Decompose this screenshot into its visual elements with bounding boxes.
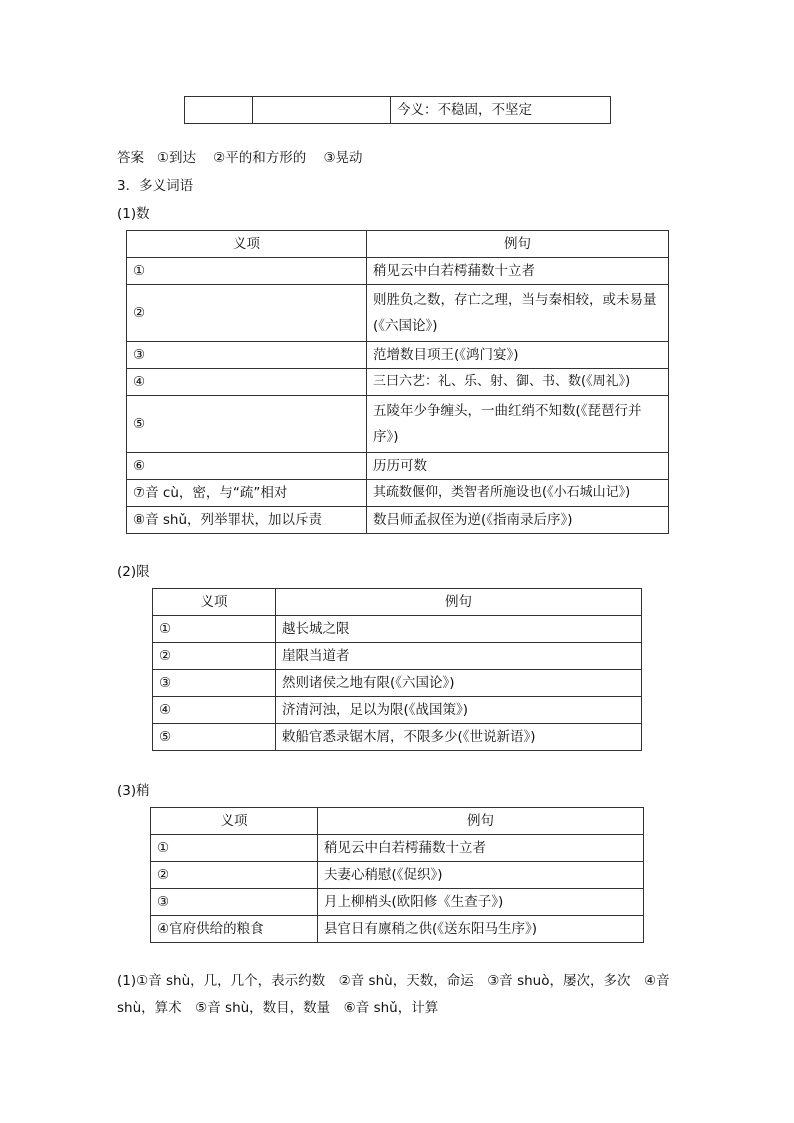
example-cell: 月上柳梢头(欧阳修《生查子》): [318, 889, 644, 916]
example-cell: 五陵年少争缠头，一曲红绡不知数(《琵琶行并序》): [367, 396, 669, 453]
word3-table: [150, 807, 644, 943]
meaning-cell: ⑥: [127, 453, 367, 480]
example-cell: 敕船官悉录锯木屑，不限多少(《世说新语》): [276, 724, 642, 751]
meaning-cell: ③: [153, 670, 276, 697]
meaning-cell: ③: [151, 889, 318, 916]
meaning-cell: ①: [151, 835, 318, 862]
header-meaning: 义项: [153, 589, 276, 616]
example-cell: 县官日有廪稍之供(《送东阳马生序》): [318, 916, 644, 943]
example-cell: 其疏数偃仰，类智者所施设也(《小石城山记》): [367, 480, 669, 507]
example-cell: 崖限当道者: [276, 643, 642, 670]
answer-label: 答案: [117, 150, 144, 166]
section-title: 3．多义词语: [117, 178, 194, 194]
top-table-cell: 今义：不稳固，不坚定: [391, 97, 611, 124]
answer-item: ③晃动: [323, 150, 363, 166]
meaning-cell: ⑤: [127, 396, 367, 453]
meaning-cell: ⑤: [153, 724, 276, 751]
meaning-cell: ④: [153, 697, 276, 724]
word-title: (1)数: [117, 206, 150, 222]
header-meaning: 义项: [127, 231, 367, 258]
meaning-cell: ④官府供给的粮食: [151, 916, 318, 943]
answer2-line2: shù，算术 ⑤音 shù，数目，数量 ⑥音 shǔ，计算: [117, 1000, 439, 1016]
word-title: (2)限: [117, 564, 150, 580]
word2-table: [152, 588, 642, 751]
meaning-cell: ④: [127, 369, 367, 396]
example-cell: 济清河浊，足以为限(《战国策》): [276, 697, 642, 724]
meaning-cell: ⑧音 shǔ，列举罪状，加以斥责: [127, 507, 367, 534]
example-cell: 则胜负之数，存亡之理，当与秦相较，或未易量(《六国论》): [367, 285, 669, 342]
answer2-line1: (1)①音 shù，几，几个，表示约数 ②音 shù，天数，命运 ③音 shuò，屡次，多次 ④音: [117, 973, 670, 989]
example-cell: 数吕师孟叔侄为逆(《指南录后序》): [367, 507, 669, 534]
top-table-cell: [185, 97, 253, 124]
meaning-cell: ①: [153, 616, 276, 643]
answer-item: ②平的和方形的: [213, 150, 307, 166]
example-cell: 稍见云中白若樗蒱数十立者: [318, 835, 644, 862]
example-cell: 范增数目项王(《鸿门宴》): [367, 342, 669, 369]
example-cell: 三曰六艺：礼、乐、射、御、书、数(《周礼》): [367, 369, 669, 396]
top-table-cell: [253, 97, 391, 124]
header-example: 例句: [276, 589, 642, 616]
example-cell: 稍见云中白若樗蒱数十立者: [367, 258, 669, 285]
answer-item: ①到达: [156, 150, 196, 166]
answer-line: [117, 148, 363, 168]
word1-table: [126, 230, 669, 534]
example-cell: 越长城之限: [276, 616, 642, 643]
header-example: 例句: [367, 231, 669, 258]
example-cell: 夫妻心稍慰(《促织》): [318, 862, 644, 889]
meaning-cell: ③: [127, 342, 367, 369]
example-cell: 然则诸侯之地有限(《六国论》): [276, 670, 642, 697]
meaning-cell: ②: [151, 862, 318, 889]
example-cell: 历历可数: [367, 453, 669, 480]
top-table: [184, 96, 611, 124]
header-example: 例句: [318, 808, 644, 835]
word-title: (3)稍: [117, 783, 150, 799]
header-meaning: 义项: [151, 808, 318, 835]
meaning-cell: ⑦音 cù，密，与“疏”相对: [127, 480, 367, 507]
meaning-cell: ②: [153, 643, 276, 670]
meaning-cell: ②: [127, 285, 367, 342]
meaning-cell: ①: [127, 258, 367, 285]
